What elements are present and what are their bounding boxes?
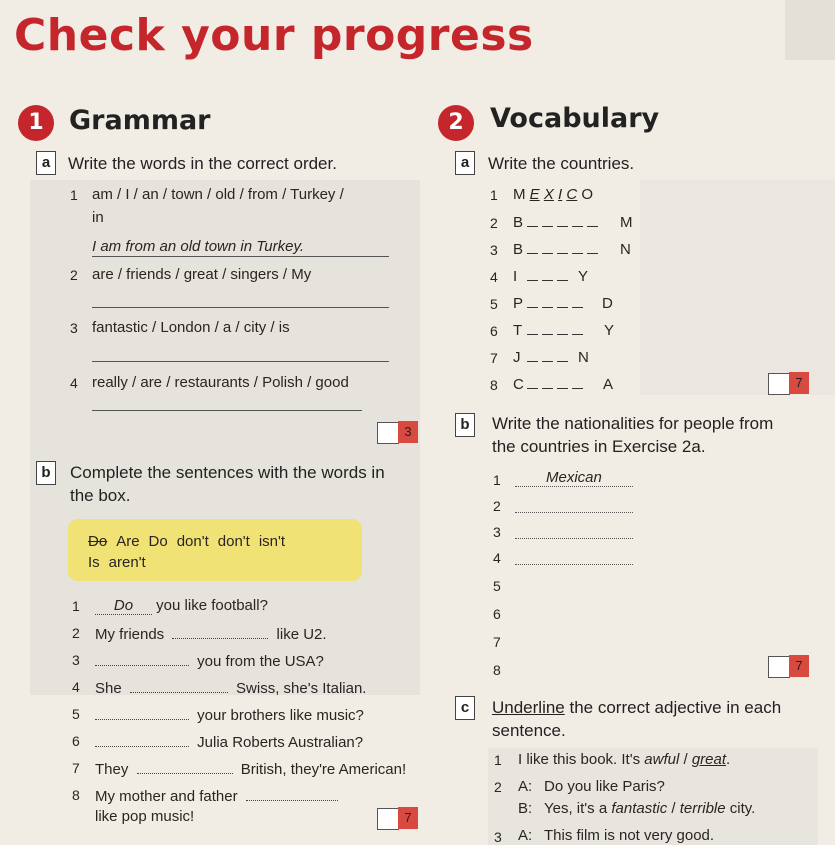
exercise-letter-a: a xyxy=(455,151,475,175)
vocab-a-instruction: Write the countries. xyxy=(488,154,635,173)
score-box[interactable] xyxy=(377,808,399,830)
grammar-b-item-2 xyxy=(95,624,327,643)
box-word: aren't xyxy=(108,554,146,571)
item-number: 2 xyxy=(493,498,501,514)
letter-blank[interactable] xyxy=(542,361,553,362)
grammar-b-item-5 xyxy=(95,705,364,724)
blank-line[interactable] xyxy=(95,732,189,747)
vocab-a-first-letter: I xyxy=(513,268,518,285)
option-word[interactable]: awful xyxy=(644,751,680,768)
word-box-line-1 xyxy=(88,533,285,550)
letter-blank[interactable] xyxy=(542,334,553,335)
vocab-b-instruction-cont: the countries in Exercise 2a. xyxy=(492,437,706,456)
letter-blank[interactable] xyxy=(527,280,538,281)
item-number: 3 xyxy=(490,242,498,258)
grammar-b-item-8-cont: like pop music! xyxy=(95,808,195,825)
grammar-a-item-1: am / I / an / town / old / from / Turkey / xyxy=(92,186,344,203)
answer-line[interactable] xyxy=(92,410,362,411)
item-text: This film is not very good. xyxy=(544,827,715,844)
letter-blank[interactable] xyxy=(557,280,568,281)
item-text: I like this book. It's xyxy=(518,751,641,768)
grammar-b-instruction-cont: the box. xyxy=(70,486,131,505)
blank-line[interactable] xyxy=(95,651,189,666)
letter-blank[interactable] xyxy=(527,361,538,362)
item-text: you from the USA? xyxy=(197,653,324,670)
exercise-letter-c: c xyxy=(455,696,475,720)
vocab-a-last-letter: D xyxy=(602,295,613,312)
vocab-a-first-letter: J xyxy=(513,349,521,366)
vocab-a-blanks[interactable] xyxy=(525,322,585,339)
item-text: British, they're American! xyxy=(240,761,407,778)
box-word: isn't xyxy=(258,533,286,550)
letter-blank[interactable] xyxy=(572,307,583,308)
grammar-b-item-8 xyxy=(95,786,338,805)
letter-blank[interactable] xyxy=(572,334,583,335)
item-number: 4 xyxy=(70,375,78,391)
vocab-a-first-letter: B xyxy=(513,214,524,231)
vocab-a-blanks[interactable] xyxy=(525,295,585,312)
item-text: Do you like Paris? xyxy=(544,778,665,795)
letter-given: O xyxy=(581,186,594,203)
letter-blank[interactable] xyxy=(557,253,568,254)
corner-tab xyxy=(785,0,835,60)
vocab-a-blanks[interactable] xyxy=(525,241,600,258)
item-number: 4 xyxy=(72,679,80,695)
score-total-vocab-b: 7 xyxy=(789,655,809,677)
item-number: 5 xyxy=(493,578,501,594)
vocab-a-last-letter: A xyxy=(603,376,614,393)
page-title: Check your progress xyxy=(14,10,534,61)
vocab-a-last-letter: M xyxy=(620,214,633,231)
item-text: Julia Roberts Australian? xyxy=(197,734,364,751)
letter-blank[interactable] xyxy=(527,307,538,308)
grammar-a-item-2: are / friends / great / singers / My xyxy=(92,266,312,283)
vocab-c-item-3 xyxy=(518,827,714,844)
letter-answer: X xyxy=(543,186,554,203)
letter-blank[interactable] xyxy=(572,253,583,254)
score-total-grammar-b: 7 xyxy=(398,807,418,829)
item-number: 7 xyxy=(72,760,80,776)
grammar-b-item-1 xyxy=(95,597,268,615)
blank-line[interactable] xyxy=(130,678,228,693)
letter-blank[interactable] xyxy=(542,307,553,308)
item-number: 3 xyxy=(493,524,501,540)
answer-line[interactable] xyxy=(515,512,633,513)
item-text: you like football? xyxy=(156,597,268,614)
grammar-a-item-4: really / are / restaurants / Polish / good xyxy=(92,374,349,391)
item-text: Swiss, she's Italian. xyxy=(236,680,367,697)
option-separator: / xyxy=(683,751,688,768)
option-word-selected[interactable]: great xyxy=(691,751,727,768)
score-box[interactable] xyxy=(768,656,790,678)
vocab-b-instruction: Write the nationalities for people from xyxy=(492,414,774,433)
item-text: city. xyxy=(729,800,756,817)
item-number: 3 xyxy=(494,829,502,845)
answer-line[interactable] xyxy=(92,307,389,308)
item-number: 7 xyxy=(490,350,498,366)
item-text: your brothers like music? xyxy=(197,707,364,724)
section-title-vocabulary: Vocabulary xyxy=(490,103,660,134)
letter-blank[interactable] xyxy=(542,280,553,281)
letter-blank[interactable] xyxy=(557,334,568,335)
vocab-a-first-letter: C xyxy=(513,376,524,393)
letter-blank[interactable] xyxy=(542,226,553,227)
letter-blank[interactable] xyxy=(542,253,553,254)
letter-answer: C xyxy=(566,186,578,203)
letter-blank[interactable] xyxy=(572,226,583,227)
item-number: 5 xyxy=(72,706,80,722)
grammar-a-answer-1: I am from an old town in Turkey. xyxy=(92,238,305,255)
item-text: They xyxy=(95,761,129,778)
vocab-a-item-1 xyxy=(513,186,593,203)
word-crossed: Do xyxy=(88,533,108,550)
item-number: 3 xyxy=(70,320,78,336)
letter-answer: E xyxy=(529,186,540,203)
item-number: 1 xyxy=(490,187,498,203)
letter-blank[interactable] xyxy=(587,226,598,227)
speaker-label: A: xyxy=(518,778,533,795)
item-number: 2 xyxy=(70,267,78,283)
item-number: 1 xyxy=(494,752,502,768)
blank-line[interactable] xyxy=(246,786,338,801)
grammar-a-item-3: fantastic / London / a / city / is xyxy=(92,319,290,336)
right-bleed-panel xyxy=(640,180,835,395)
instruction-underlined: Underline xyxy=(492,698,565,717)
word-box xyxy=(68,519,362,581)
section-title-grammar: Grammar xyxy=(69,105,211,136)
vocab-c-instruction-cont: sentence. xyxy=(492,721,566,740)
item-number: 7 xyxy=(493,634,501,650)
vocab-b-answer-1: Mexican xyxy=(546,469,602,486)
letter-answer: I xyxy=(558,186,563,203)
vocab-a-blanks[interactable] xyxy=(525,214,600,231)
option-word[interactable]: terrible xyxy=(679,800,726,817)
letter-blank[interactable] xyxy=(527,334,538,335)
option-separator: / xyxy=(671,800,676,817)
vocab-a-blanks[interactable] xyxy=(525,376,585,393)
item-number: 2 xyxy=(72,625,80,641)
vocab-c-instruction xyxy=(492,698,781,718)
exercise-letter-b: b xyxy=(36,461,56,485)
letter-blank[interactable] xyxy=(557,226,568,227)
item-number: 1 xyxy=(72,598,80,614)
box-word: Are xyxy=(116,533,140,550)
exercise-letter-a: a xyxy=(36,151,56,175)
item-text: My friends xyxy=(95,626,165,643)
answer-line[interactable] xyxy=(515,564,633,565)
score-total-grammar-a: 3 xyxy=(398,421,418,443)
box-word: don't xyxy=(176,533,209,550)
vocab-c-item-2a xyxy=(518,778,665,795)
vocab-a-last-letter: N xyxy=(620,241,631,258)
score-box[interactable] xyxy=(768,373,790,395)
vocab-a-first-letter: P xyxy=(513,295,524,312)
item-number: 2 xyxy=(490,215,498,231)
item-number: 1 xyxy=(70,187,78,203)
speaker-label: B: xyxy=(518,800,533,817)
vocab-a-first-letter: T xyxy=(513,322,523,339)
score-total-vocab-a: 7 xyxy=(789,372,809,394)
answer-line xyxy=(515,486,633,487)
letter-blank[interactable] xyxy=(542,388,553,389)
item-number: 4 xyxy=(490,269,498,285)
speaker-label: A: xyxy=(518,827,533,844)
letter-blank[interactable] xyxy=(557,361,568,362)
item-number: 3 xyxy=(72,652,80,668)
item-text: like U2. xyxy=(276,626,327,643)
section-number-grammar: 1 xyxy=(18,105,54,141)
grammar-a-item-1-cont: in xyxy=(92,209,104,226)
vocab-c-item-1 xyxy=(518,751,730,768)
vocab-a-blanks[interactable] xyxy=(525,268,570,285)
vocab-a-last-letter: Y xyxy=(604,322,615,339)
item-number: 6 xyxy=(72,733,80,749)
option-word[interactable]: fantastic xyxy=(611,800,668,817)
letter-blank[interactable] xyxy=(587,253,598,254)
letter-blank[interactable] xyxy=(557,307,568,308)
item-number: 1 xyxy=(493,472,501,488)
letter-given: M xyxy=(513,186,526,203)
answer-line[interactable] xyxy=(92,361,389,362)
box-word: Is xyxy=(88,554,100,571)
vocab-a-blanks[interactable] xyxy=(525,349,570,366)
exercise-letter-b: b xyxy=(455,413,475,437)
item-number: 8 xyxy=(72,787,80,803)
grammar-a-instruction: Write the words in the correct order. xyxy=(68,154,337,173)
item-text: . xyxy=(726,751,731,768)
letter-blank[interactable] xyxy=(557,388,568,389)
grammar-panel xyxy=(30,180,420,695)
letter-blank[interactable] xyxy=(572,388,583,389)
blank-line[interactable] xyxy=(137,759,233,774)
score-box[interactable] xyxy=(377,422,399,444)
answer-line[interactable] xyxy=(515,538,633,539)
vocab-a-first-letter: B xyxy=(513,241,524,258)
item-text: My mother and father xyxy=(95,788,238,805)
blank-line[interactable] xyxy=(172,624,268,639)
item-number: 6 xyxy=(493,606,501,622)
item-number: 5 xyxy=(490,296,498,312)
grammar-b-item-4 xyxy=(95,678,366,697)
item-number: 8 xyxy=(490,377,498,393)
section-number-vocabulary: 2 xyxy=(438,105,474,141)
grammar-b-item-7 xyxy=(95,759,406,778)
letter-blank[interactable] xyxy=(527,226,538,227)
letter-blank[interactable] xyxy=(527,388,538,389)
item-number: 8 xyxy=(493,662,501,678)
item-text: Yes, it's a xyxy=(544,800,608,817)
box-word: don't xyxy=(217,533,250,550)
letter-blank[interactable] xyxy=(527,253,538,254)
vocab-c-item-2b xyxy=(518,800,755,817)
box-word: Do xyxy=(148,533,168,550)
grammar-b-item-6 xyxy=(95,732,363,751)
item-number: 4 xyxy=(493,550,501,566)
blank-line[interactable] xyxy=(95,705,189,720)
instruction-text: the correct adjective in each xyxy=(569,698,782,717)
grammar-b-answer-1: Do xyxy=(95,597,152,615)
vocab-a-last-letter: N xyxy=(578,349,589,366)
item-text: She xyxy=(95,680,122,697)
grammar-b-instruction: Complete the sentences with the words in xyxy=(70,463,385,482)
answer-line xyxy=(92,256,389,257)
item-number: 2 xyxy=(494,779,502,795)
grammar-b-item-3 xyxy=(95,651,324,670)
vocab-a-last-letter: Y xyxy=(578,268,589,285)
word-box-line-2 xyxy=(88,554,146,571)
item-number: 6 xyxy=(490,323,498,339)
